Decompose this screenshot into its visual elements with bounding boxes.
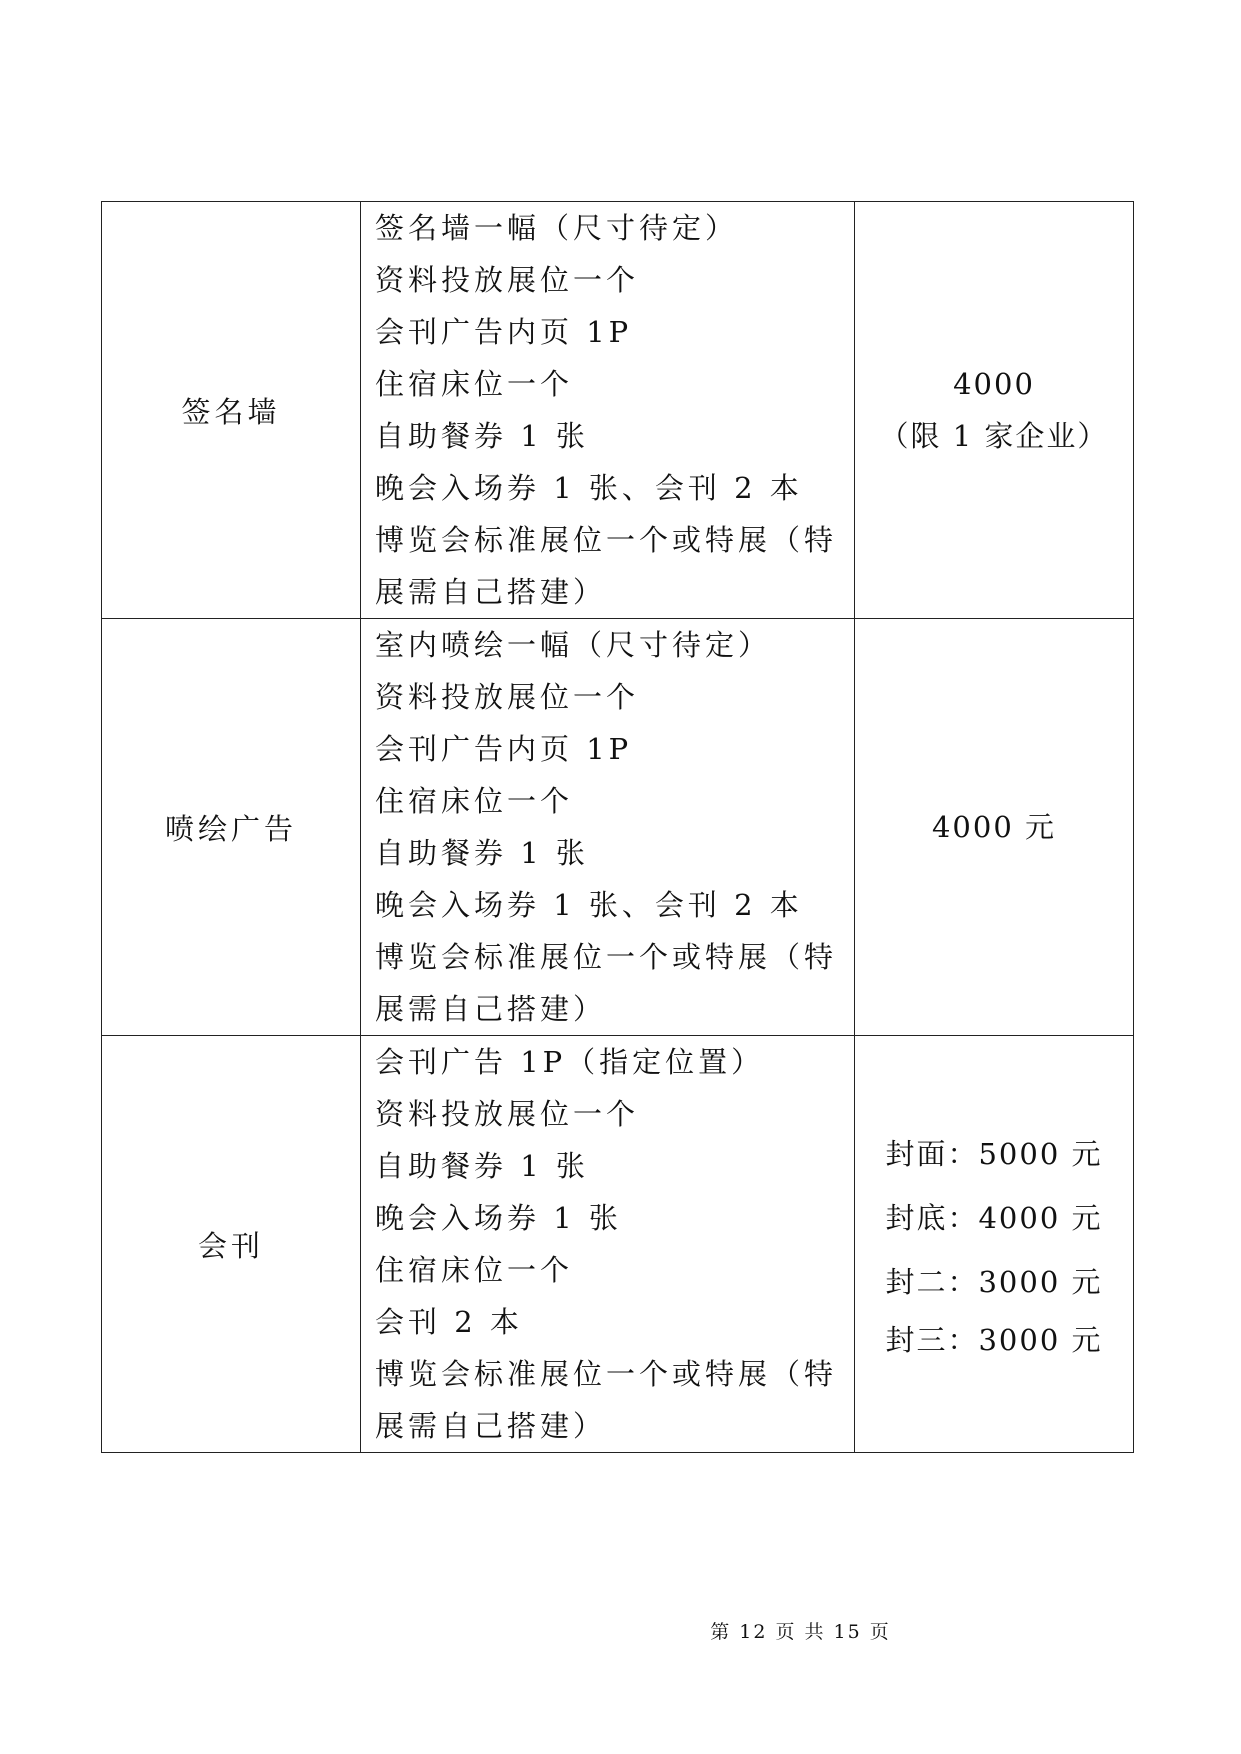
description-line: 展需自己搭建） <box>375 575 607 609</box>
item-name: 会刊 <box>102 1036 361 1453</box>
item-price <box>855 619 1134 1036</box>
item-price <box>855 1036 1134 1453</box>
item-description <box>361 619 855 1036</box>
description-line: 晚会入场券 1 张、会刊 2 本 <box>375 888 803 922</box>
description-line: 资料投放展位一个 <box>375 1097 640 1131</box>
description-line: 会刊广告 1P（指定位置） <box>375 1045 765 1079</box>
item-price <box>855 202 1134 619</box>
description-line: 自助餐券 1 张 <box>375 836 589 870</box>
price-line: 封面：5000 元 <box>885 1137 1103 1171</box>
price-line: 4000 元 <box>931 810 1057 844</box>
description-line: 博览会标准展位一个或特展（特 <box>375 940 838 974</box>
description-line: 展需自己搭建） <box>375 992 607 1026</box>
description-line: 室内喷绘一幅（尺寸待定） <box>375 628 772 662</box>
description-line: 晚会入场券 1 张、会刊 2 本 <box>375 471 803 505</box>
item-description <box>361 202 855 619</box>
table-row <box>102 202 1134 619</box>
description-line: 资料投放展位一个 <box>375 680 640 714</box>
price-line: 封底：4000 元 <box>885 1201 1103 1235</box>
description-line: 资料投放展位一个 <box>375 263 640 297</box>
price-line: 4000 <box>953 367 1035 401</box>
description-line: 博览会标准展位一个或特展（特 <box>375 1357 838 1391</box>
description-line: 会刊广告内页 1P <box>375 732 633 766</box>
description-line: 自助餐券 1 张 <box>375 419 589 453</box>
description-line: 会刊广告内页 1P <box>375 315 633 349</box>
description-line: 展需自己搭建） <box>375 1409 607 1443</box>
description-line: 晚会入场券 1 张 <box>375 1201 622 1235</box>
description-line: 会刊 2 本 <box>375 1305 523 1339</box>
item-description <box>361 1036 855 1453</box>
page-number: 第 12 页 共 15 页 <box>710 1621 891 1643</box>
description-line: 签名墙一幅（尺寸待定） <box>375 211 739 245</box>
description-line: 博览会标准展位一个或特展（特 <box>375 523 838 557</box>
description-line: 住宿床位一个 <box>375 367 574 401</box>
price-line: 封二：3000 元 <box>885 1265 1103 1299</box>
price-line: 封三：3000 元 <box>885 1323 1103 1357</box>
item-name: 喷绘广告 <box>102 619 361 1036</box>
sponsorship-table <box>101 201 1134 1453</box>
item-name: 签名墙 <box>102 202 361 619</box>
table-row <box>102 619 1134 1036</box>
description-line: 住宿床位一个 <box>375 1253 574 1287</box>
table-row <box>102 1036 1134 1453</box>
price-note: （限 1 家企业） <box>879 419 1109 453</box>
description-line: 住宿床位一个 <box>375 784 574 818</box>
description-line: 自助餐券 1 张 <box>375 1149 589 1183</box>
